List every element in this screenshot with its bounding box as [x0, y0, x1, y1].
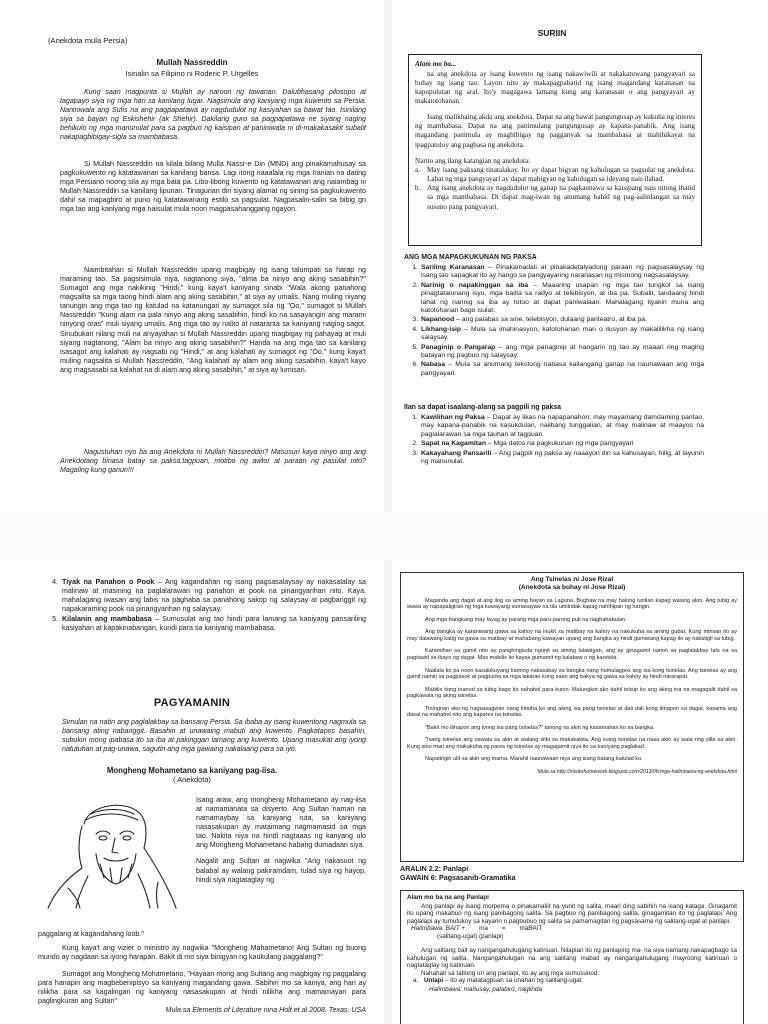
story-paragraph: Tiningnan ako ng nagsasagwan nang kinuha ko ang aking isa pang tsinelas at dali dali kong itinapon sa dagat, kasama ang dasal na mahabol nito ang kapares na tsinelas. [407, 705, 737, 719]
example-formula: Halimbawa: BAIT + ma = maBAIT [411, 925, 543, 933]
box-paragraph: Nahahati sa tatlong uri ang panlapi, ito ay ang mga sumusunod: [421, 969, 600, 977]
section-heading: PAGYAMANIN [153, 697, 231, 709]
story-paragraph: "Bakit mo itinapon ang iyong isa pang tsinelas?" tanong sa akin ng kasamahan ko sa bangka. [425, 724, 655, 731]
story-paragraph: Napatingin ulit sa akin ang mama. Marahil naunawaan niya ang isang batang katulad ko. [425, 756, 643, 763]
topic-selection-section [404, 404, 704, 467]
translator-line: Isinalin sa Filipino ni Roderic P. Urgelles [125, 69, 259, 78]
body-paragraph: Naimbitahan si Mullah Nassreddin upang magbigay ng isang talumpati sa harap ng maraming tao. Sa pagsisimula niya, nagtanong siya, "alma ba ninyo ang aking sasabihin?" Sumagot ang mga nakikinig "Hindi," kung kaya't kaniyang sinabi "Wala akong panahong magsalita sa mga taong hindi alam ang aking sasabihin," at siya ay umalis. Nang muling niyang tanungin ang mga tao ng katulad na katanungan ay sumagot sila ng "Oo," sumagot si Mullah Nassreddin "Kung alam na pala ninyo ang aking sasabihin, hindi ko na sasayangin ang marami ninyong oras" muli siyang umalis. Ang mga tao ay nalito at nataranta sa kaniyang naging sagot. Sinubukan nilang muli na anyayahan si Mullah Nassreddin upang magbigay ng pahayag at muli siyang nagtanong, "Alam ba ninyo ang aking sasabihin?" Handa na ang mga tao sa kanilang isasagot ang kalahati ay nagsabi ng "Hindi," at ang kalahati ay sumagot ng "Oo," kung kaya't muling nagsalita si Mullah Nassreddin, "Ang kalahati ay alam ang aking sasabihin, kaya't kayo ang magsasabi sa kalahat na di alam ang aking sasabihin," at siya ay lumisan. [60, 266, 366, 374]
topic-sources-section [404, 254, 704, 379]
source-url: Mula sa http://misterhomework.blogspot.com/2013/06/mga-halimbawa-ng-anekdota.html [537, 768, 737, 775]
citation: Mula sa Elements of Literature nina Holt et al 2008. Texas, USA [165, 1006, 366, 1015]
list-item: 5. Panaginip o Pangarap – ang mga panaginip at hangarin ng tao ay maaari ring maging batayan ng pagbuo ng salaysay. [412, 343, 704, 360]
list-item: 2. Narinig o napakinggan sa iba – Maaaring usapan ng mga tao tungkol sa isang pinagtatalunang isyu, mga balita sa radyo at telebisyon, at iba pa. Subalit, tandaang hindi lahat ng narinig sa iba ay totoo at dapat paniwalaan. Mahalagang tiyakin muna ang katotohanan bago isulat. [412, 281, 704, 314]
story-paragraph: "Isang tsinelas ang nawala sa akin at walang silbi sa makakakita. Ang isang tsinelas na nasa akin ay wala ring silbi sa akin. Kung sino man ang makakuha ng pares ng tsinelas ay magagamit niya ito sa kaniyang paglakad. [407, 737, 737, 750]
info-box [408, 54, 702, 246]
story-genre: (Anekdota sa buhay ni Jose Rizal) [518, 583, 626, 591]
section-heading: SURIIN [537, 28, 567, 38]
story-paragraph-block [38, 970, 366, 1015]
page-bottom-left [0, 560, 384, 1024]
story-paragraph: Isang araw, ang mongheng Mohametano ay nag-iisa at namamanata sa disyerto. Ang Sultan naman na namamaybay sa kaniyang ruta, sa kaniyang nasasakupan ay mataimang nagmamasid sa mga tao. Nakita niya na hindi nagtaaas ng kanyang ulo ang Mongheng Mohametano habang dumadaan siya. [196, 796, 366, 850]
story-genre: ( Anekdota) [173, 775, 211, 784]
closing-question: Nagustuhan nyo ba ang Anekdota ni Mullah Nassreddin? Masusuri kaya ninyo ang ang Anekdotang binasa batay sa paksa,tagpuan, motibo ng awtor at paraan ng pasulat nito? Magaling kung ganun!!! [60, 448, 366, 475]
intro-paragraph: Simulan na natin ang paglalakbay sa bansang Persia. Sa ibaba ay isang kuwentong nagmula sa bansang ating nabanggit. Basahin at unawaing mabuti ang kuwento. Pagkatapos basahin, subukin mong ipabasa ito sa iba at pakinggan lamang ang kuwento. Upang masukat ang iyong natutuhan at pag-unawa, sagutin ang mga gawaing nakalaang para sa iyo. [62, 718, 366, 754]
continued-list [48, 578, 366, 634]
story-paragraph: Ang bangka ay karaniwang gawa sa kahoy na inukit sa matibay na kahoy na nakukuha sa aming gubat. Kung minsan ito ay may dalawang katig na gawa sa matibay at mahabang kawayan upang ang bangka ay hindi gumiwang kapag ito ay nakatigil sa tubig. [407, 629, 737, 642]
box-paragraph: Ang salitang bait ay nangangahulugang katinuan. Nilapian ito ng panlaping ma- na siya namang nakapagbago sa kahulugan ng salita. Nangangahulugan na ang salitang mabait ay nangangahulugang mayroong katinuan o nagtataglay ng katinuan. [407, 947, 737, 970]
list-item: 6. Nabasa – Mula sa anumang tekstong nabasa kailangang ganap na naunawaan ang mga pangyayari. [412, 361, 704, 377]
story-paragraph: Karamihan sa gamit nito ay panghingisda ngunit sa aming lalawigan, ang ay ginagamit namin sa paglalakbay lalo na sa pagtawid sa ibayo ng dagat. Mas mabilis ito kaysa gumamit ng kalabaw o ng karetela. [407, 648, 737, 661]
story-paragraph: Kung kaya't ang vizier o ministro ay nagwika "Mongheng Mahametano! Ang Sultan ng buong mundo ay nagdaan sa iyong harapan. Bakit di mo siya binigyan ng kaukulang paggalang?" [38, 944, 366, 962]
story-paragraph: Sumagot ang Mongheng Mohametano, "Hayaan mong ang Sultang ang magbigay ng paggalang para hanapin ang magbebenipisyo sa kaniyang magandang gawa. Sabihin mo sa kaniya, ang hari ay nilikha para sa kagalingan ng kaniyang nasasakupan at hindi nilikha ang mamamayan para paglingkuran ang Sultan" [38, 970, 366, 1006]
section-subheading: Ilan sa dapat isaalang-alang sa pagpili ng paksa [404, 404, 562, 411]
story-paragraph: Naalala ko pa noon kasalukuyang kaming nakasakay sa bangka nang humulagpos ang isa kong tsinelas. Ang tsinelas ay ang gamit namin sa pagpasok at pagpunta sa mga lakaran kung saan ang bakya ng gawa sa kahoy ay hindi nararapat. [407, 667, 737, 681]
page-gap [0, 512, 768, 560]
list-item: 4. Likhang-isip – Mula sa imahinasyon, katotohanan man o ilusyon ay makalilikha ng isang salaysay. [412, 325, 704, 342]
lesson-heading [400, 865, 744, 883]
monk-illustration [38, 790, 186, 910]
page-top-right [392, 0, 768, 512]
box-paragraph: na ang anekdota ay isang kuwento ng isang nakawiwili at nakakatuwang pangyayari sa buhay ng isang tao. Layon nito ay makapagpabatid ng isang magandang karanasan na kapupulutan ng aral. Ito'y magagawa lamang kung ang karanasan o ang pangyayari ay makatotohanan. [415, 70, 695, 106]
list-item: 1. Kawilihan ng Paksa – Dapat ay likas na napapanahon; may mayamang damdaming pantao, may kapana-panabik na kasukdulan, naiibang tunggalian, at may malinaw at maayos na paglalarawan sa mga tauhan at tagpuan. [412, 413, 704, 438]
intro-paragraph: Kung saan magpunta si Mullah ay naroon ng tawanan. Dalubhasang pilosopo at tagapayo siya ng mga hari sa kanilang lugar. Nagsimula ang kaniyang mga kuwento sa Persia. Naniniwala ang Sufis na ang pagpapatawa ay nagdudulot ng kasiyahan sa bawat tao. Isinilang siya sa bayan ng Eskishehir (ak Shehir). Dakilang guro sa pagpapatawa ne siyang naging behikulo ng mga manunulat para sa pagbuo ng kaisipan at paniniwala ni di-makakasakit subalit nakapagbibigay-sigla sa mambabasa. [60, 88, 366, 142]
box-paragraph: Ang panlapi ay isang morpema o pinakamaliit na yunit ng salita, maari ding sabihin na isang kataga. Ginagamit ito upang makabuo ng isang panibagong salita. Sa pagbuo ng panibagong salita, ginagamitan ito ng paglalapi. Ang paglalapi ay tumutukoy sa kayarin o pagbubuo ng salita sa pamamagitan ng pagsasama ng salitang-ugat at panlapi. [407, 902, 737, 925]
list-item: b. Ang isang anekdota ay nagdudulot ng ganap na pagkaunawa sa kaisipang nais nitong ihatid sa mga mambabasa. Di dapat mag-iwan ng anumang bahid ng pag-aalinlangan sa may susuno pang pangyayari. [415, 184, 695, 211]
box-paragraph: Narito ang ilang katangian ng anekdota: [415, 156, 531, 165]
list-item: 4. Tiyak na Panahon o Pook – Ang kagandahan ng isang pagsasalaysay ay nakasalalay sa malinaw at masining na paglalarawan ng panahon at pook na pinangyarihan nito. Kaya, mahalagang iwasan ang labis na paghaba sa panahong sakop ng salaysay at pagbanggit ng napakaraming pook na pinangyarihan ng salaysay. [52, 578, 366, 614]
page-top-left [0, 0, 384, 512]
section-subheading: ANG MGA MAPAGKUKUNAN NG PAKSA [404, 254, 537, 261]
lesson-title: ARALIN 2.2: Panlapi [400, 865, 469, 873]
example-line: Halimbawa: mahusay, palabiro, naglinda [429, 985, 542, 993]
page-bottom-right [392, 560, 768, 1024]
box-paragraph: Isang malikhaing akda ang anekdota. Dapat na ang bawat pangungusap ay kukuha ng interes ng mambabasa. Dapat na ang panimulang pangungusap ay kapana-panabik. Ang isang magandang panimula ay magbibigay ng pagganyak sa mambabasa at mahihikayat na ipagpatuloy ang pagbasa ng anekdota. [415, 113, 695, 149]
list-item: 3. Kakayahang Pansarili – Ang pagpili ng paksa ay naaayon din sa kahusayan, hilig, at layunin ng manunulat. [412, 449, 704, 465]
story-paragraph: Nagalit ang Sultan at nagwika "Ang nakasuot ng balabal ay walang pakiramdam, tulad siya ng hayop, hindi siya nagtataglay ng [196, 857, 366, 884]
box-heading: Alam mo ba na ang Panlapi [407, 894, 489, 901]
example-legend: (salitang-ugat) (panlapi) [437, 933, 504, 941]
story-paragraph: Maganda ang dagat at ang ilog sa aming bayan sa Laguna. Bughaw na may halong luntian kapag walang alon. Ang tubig ay wawa ay napapaligiran ng mga kawayang sumasayaw na tila umiindak kapag nahihipan ng hangin. [407, 597, 737, 611]
story-title: Mongheng Mohametano sa kaniyang pag-iisa. [106, 766, 278, 775]
list-item: a. May isang paksang tinatalakay. Ito ay dapat bigyan ng kahulugan sa pagsulat ng anekdota. Lahat ng mga pangyayari ay dapat mabigyan ng kahulugan sa ideyang nais ilahad. [415, 165, 695, 183]
list-item: a. Unlapi – ito ay matatagpuan sa unahan ng salitang-ugat. [413, 977, 584, 985]
story-side-text [196, 796, 366, 892]
story-box [400, 572, 744, 862]
body-paragraph: Si Mullah Nassreddin na kilala bilang Mulla Nassr-e Din (MND) ang pinakamahusay sa pagkukuwento ng katatawanan sa kanilang bansa. Lagi itong naaalala ng mga Iranian na dating mga Persiano noong sila ay mga bata pa. Libo-libong kuwento ng katatawanan ang naiambag ni Mullah Nassreddin sa kanilang lipunan. Tinagurian din siyang alamat ng sining sa pagkukuwento dahil sa mapagbiro at puno ng katatawanang estilo sa pagsulat. Nagpasalin-salin sa bibig gn mga tao ang kaniyang mga naisulat mula noon magpasahanggang ngayon. [60, 160, 366, 214]
list-item: 5. Kilalanin ang mambabasa – Sumusulat ang tao hindi para lamang sa kaniyang pansariling kasiyahan at kapakinabangan, kundi para sa kaniyang mambabasa. [52, 615, 367, 633]
story-paragraph-end: paggalang at kagandahang loob." [38, 930, 144, 938]
grammar-box [400, 890, 744, 1024]
source-note: (Anekdota mula Persia) [48, 36, 128, 45]
story-title: Mullah Nassreddin [156, 58, 228, 67]
list-item: 2. Sapat na Kagamitan – Mga datos na pagkukunan ng mga pangyayari [412, 440, 634, 448]
story-title: Ang Tsinelas ni Jose Rizal [530, 576, 614, 583]
list-item: 1. Sariling Karanasan – Pinakamadali at pinakadetalyadong paraan ng pagsasalaysay ng isang tao sapagkat ito ay hango sa pangyayaring naranasan ng mismong nagsasalaysay. [412, 263, 704, 280]
story-paragraph: Ang mga bangkang may layag ay parang mga paru-parong puti na naghahabulan. [425, 616, 627, 623]
activity-title: GAWAIN 6: Pagsasanib-Gramatika [400, 874, 516, 883]
story-paragraph: Mabilis itong inanod sa tubig bago ko nahabol para kunin. Malungkot ako dahil iniisip ko ang aking ina na magagalit dahil sa pagkawala ng aking tsinelas. [407, 686, 737, 700]
box-lead: Alam mo ba... [415, 60, 457, 68]
list-item: 3. Napanood – ang palabas sa sine, telebisyon, dulaang panteatro, at iba pa. [412, 316, 647, 324]
